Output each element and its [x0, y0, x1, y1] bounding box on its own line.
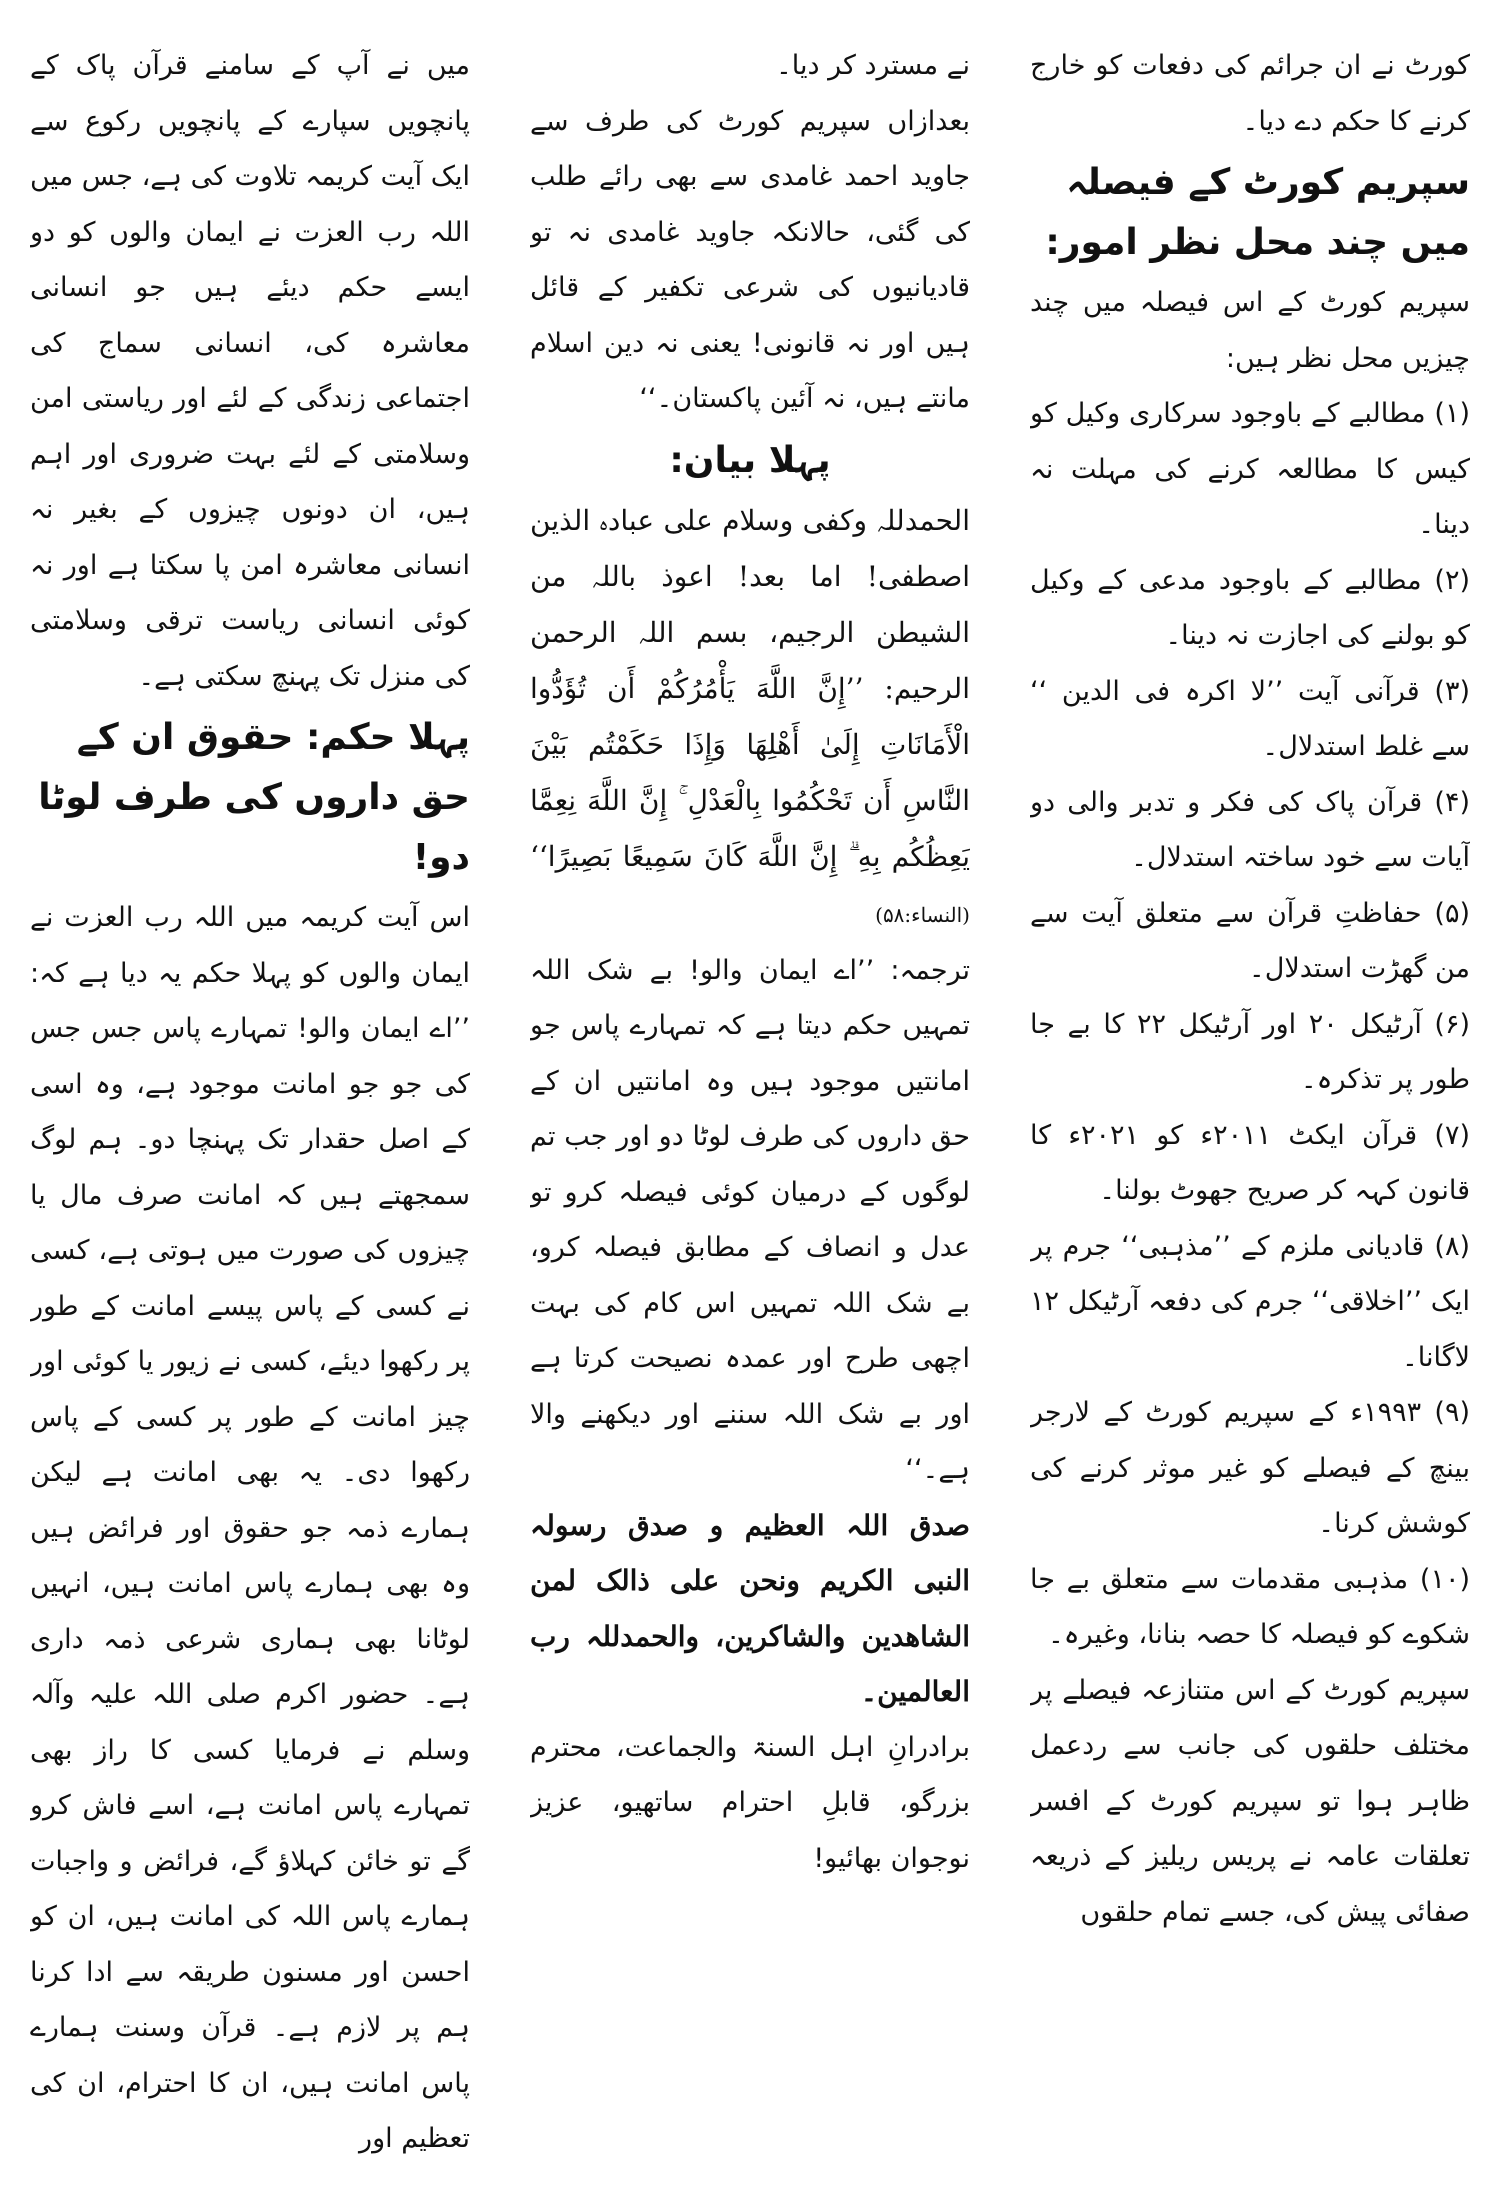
arabic-verse	[530, 493, 970, 943]
list-item: (۸) قادیانی ملزم کے ’’مذہبی‘‘ جرم پر ایک ’’اخلاقی‘‘ جرم کی دفعہ آرٹیکل ۱۲ لاگانا۔	[1030, 1230, 1470, 1373]
column-left	[30, 38, 470, 2188]
section-heading: پہلا بیان:	[669, 439, 831, 481]
section-heading: پہلا حکم: حقوق ان کے حق داروں کی طرف لوٹا دو!	[38, 717, 470, 878]
list-item: (۵) حفاظتِ قرآن سے متعلق آیت سے من گھڑت استدلال۔	[1030, 897, 1470, 984]
paragraph: بعدازاں سپریم کورٹ کی طرف سے جاوید احمد غامدی سے بھی رائے طلب کی گئی، حالانکہ جاوید غامدی نہ تو قادیانیوں کی شرعی تکفیر کے قائل ہیں اور نہ قانونی! یعنی نہ دین اسلام مانتے ہیں، نہ آئین پاکستان۔‘‘	[530, 105, 970, 414]
list-item: (۳) قرآنی آیت ’’لا اکرہ فی الدین ‘‘ سے غلط استدلال۔	[1030, 675, 1470, 762]
paragraph: میں نے آپ کے سامنے قرآن پاک کے پانچویں سپارے کے پانچویں رکوع سے ایک آیت کریمہ تلاوت کی ہے، جس میں اللہ رب العزت نے ایمان والوں کو دو ایسے حکم دیئے ہیں جو انسانی معاشرہ کی، انسانی سماج کی اجتماعی زندگی کے لئے اور ریاستی امن وسلامتی کے لئے بہت ضروری اور اہم ہیں، ان دونوں چیزوں کے بغیر نہ انسانی معاشرہ امن پا سکتا ہے اور نہ کوئی انسانی ریاست ترقی وسلامتی کی منزل تک پہنچ سکتی ہے۔	[30, 50, 470, 692]
paragraph: سپریم کورٹ کے اس فیصلہ میں چند چیزیں محل نظر ہیں:	[1030, 287, 1470, 374]
column-right	[1030, 38, 1470, 2188]
list-item: (۱) مطالبے کے باوجود سرکاری وکیل کو کیس کا مطالعہ کرنے کی مہلت نہ دینا۔	[1030, 398, 1470, 540]
list-item: (۲) مطالبے کے باوجود مدعی کے وکیل کو بولنے کی اجازت نہ دینا۔	[1030, 564, 1470, 651]
arabic-closing: صدق اللہ العظیم و صدق رسولہ النبی الکریم ونحن علی ذالک لمن الشاھدین والشاکرین، والحمدللہ رب العالمین۔	[530, 1508, 970, 1708]
column-middle	[530, 38, 970, 2188]
translation-paragraph: ترجمہ: ’’اے ایمان والو! بے شک اللہ تمہیں حکم دیتا ہے کہ تمہارے پاس جو امانتیں موجود ہیں وہ امانتیں ان کے حق داروں کی طرف لوٹا دو اور جب تم لوگوں کے درمیان کوئی فیصلہ کرو تو عدل و انصاف کے مطابق فیصلہ کرو، بے شک اللہ تمہیں اس کام کی بہت اچھی طرح اور عمدہ نصیحت کرتا ہے اور بے شک اللہ سننے اور دیکھنے والا ہے۔‘‘	[530, 954, 970, 1485]
verse-reference: (النساء:۵۸)	[875, 902, 970, 927]
section-heading: سپریم کورٹ کے فیصلہ میں چند محل نظر امور:	[1045, 162, 1470, 263]
list-item: (۴) قرآن پاک کی فکر و تدبر والی دو آیات سے خود ساختہ استدلال۔	[1030, 786, 1470, 873]
paragraph: کورٹ نے ان جرائم کی دفعات کو خارج کرنے کا حکم دے دیا۔	[1030, 50, 1470, 137]
paragraph: اس آیت کریمہ میں اللہ رب العزت نے ایمان والوں کو پہلا حکم یہ دیا ہے کہ: ’’اے ایمان والو! تمہارے پاس جس جس کی جو جو امانت موجود ہے، وہ اسی کے اصل حقدار تک پہنچا دو۔ ہم لوگ سمجھتے ہیں کہ امانت صرف مال یا چیزوں کی صورت میں ہوتی ہے، کسی نے کسی کے پاس پیسے امانت کے طور پر رکھوا دیئے، کسی نے زیور یا کوئی اور چیز امانت کے طور پر کسی کے پاس رکھوا دی۔ یہ بھی امانت ہے لیکن ہمارے ذمہ جو حقوق اور فرائض ہیں وہ بھی ہمارے پاس امانت ہیں، انہیں لوٹانا بھی ہماری شرعی ذمہ داری ہے۔ حضور اکرم صلی اللہ علیہ وآلہ وسلم نے فرمایا کسی کا راز بھی تمہارے پاس امانت ہے، اسے فاش کرو گے تو خائن کہلاؤ گے، فرائض و واجبات ہمارے پاس اللہ کی امانت ہیں، ان کو احسن اور مسنون طریقہ سے ادا کرنا ہم پر لازم ہے۔ قرآن وسنت ہمارے پاس امانت ہیں، ان کا احترام، ان کی تعظیم اور	[30, 902, 470, 2154]
paragraph: برادرانِ اہل السنۃ والجماعت، محترم بزرگو، قابلِ احترام ساتھیو، عزیز نوجوان بھائیو!	[530, 1731, 970, 1874]
arabic-text: الحمدللہ وکفی وسلام علی عبادہ الذین اصطفی! اما بعد! اعوذ باللہ من الشیطن الرجیم، بسم اللہ الرحمن الرحیم: ’’إِنَّ اللَّهَ يَأْمُرُكُمْ أَن تُؤَدُّوا الْأَمَانَاتِ إِلَىٰ أَهْلِهَا وَإِذَا حَكَمْتُم بَيْنَ النَّاسِ أَن تَحْكُمُوا بِالْعَدْلِ ۚ إِنَّ اللَّهَ نِعِمَّا يَعِظُكُم بِهِ ۗ إِنَّ اللَّهَ كَانَ سَمِيعًا بَصِيرًا‘‘	[530, 503, 970, 873]
list-item: (۶) آرٹیکل ۲۰ اور آرٹیکل ۲۲ کا بے جا طور پر تذکرہ۔	[1030, 1008, 1470, 1095]
list-item: (۹) ۱۹۹۳ء کے سپریم کورٹ کے لارجر بینچ کے فیصلے کو غیر موثر کرنے کی کوشش کرنا۔	[1030, 1397, 1470, 1539]
list-item: (۷) قرآن ایکٹ ۲۰۱۱ء کو ۲۰۲۱ء کا قانون کہہ کر صریح جھوٹ بولنا۔	[1030, 1119, 1470, 1206]
paragraph: سپریم کورٹ کے اس متنازعہ فیصلے پر مختلف حلقوں کی جانب سے ردعمل ظاہر ہوا تو سپریم کورٹ کے افسر تعلقات عامہ نے پریس ریلیز کے ذریعہ صفائی پیش کی، جسے تمام حلقوں	[1030, 1674, 1470, 1928]
paragraph: نے مسترد کر دیا۔	[775, 50, 970, 81]
list-item: (۱۰) مذہبی مقدمات سے متعلق بے جا شکوے کو فیصلہ کا حصہ بنانا، وغیرہ۔	[1030, 1563, 1470, 1650]
